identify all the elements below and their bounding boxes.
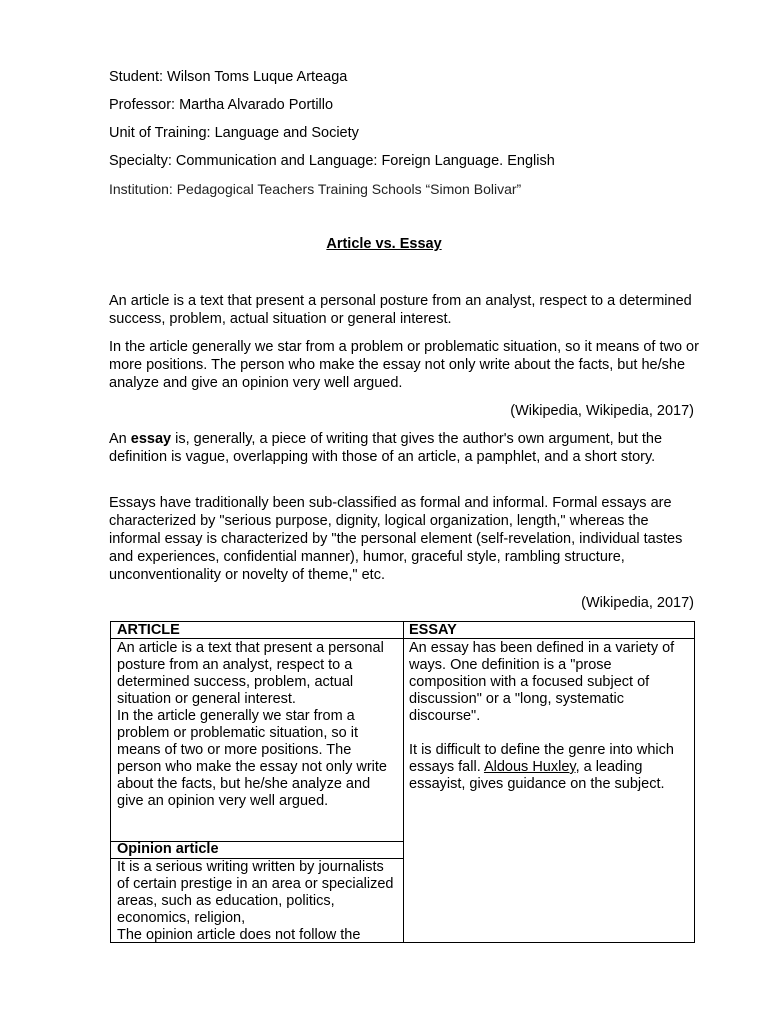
essay-cell-text-2 — [409, 742, 689, 793]
essay-column-header: ESSAY — [409, 622, 457, 638]
institution-line: Institution: Pedagogical Teachers Training Schools “Simon Bolivar” — [109, 181, 522, 197]
paragraph-article-detail: In the article generally we star from a problem or problematic situation, so it means of two or more positions. The person who make the essay not only write about the facts, but he/she analyze and give an opinion very well argued. — [109, 339, 699, 391]
essay-cell-text-2-pre: It is difficult to define the genre into which essays fall. — [409, 742, 674, 775]
specialty-line: Specialty: Communication and Language: Foreign Language. English — [109, 153, 555, 169]
essay-cell-text-2-post: , a leading essayist, gives guidance on the subject. — [409, 759, 665, 792]
opinion-article-header: Opinion article — [117, 841, 219, 857]
essay-intro-text: An — [109, 431, 131, 447]
document-title: Article vs. Essay — [326, 236, 442, 252]
paragraph-essay-types: Essays have traditionally been sub-classified as formal and informal. Formal essays are characterized by "serious purpose, dignity, logical organization, length," whereas the informal essay is characterized by "the personal element (self-revelation, individual tastes and experiences, confidential manner), humor, graceful style, rambling structure, unconventionality or novelty of theme," etc. — [109, 495, 683, 583]
opinion-cell-text-1: It is a serious writing written by journalists of certain prestige in an area or specialized areas, such as education, politics, economics, religion, — [117, 859, 394, 926]
aldous-huxley-link[interactable]: Aldous Huxley — [483, 759, 576, 775]
opinion-cell-text-2: The opinion article does not follow the — [117, 927, 361, 943]
unit-line: Unit of Training: Language and Society — [109, 125, 359, 141]
paragraph-article-definition: An article is a text that present a personal posture from an analyst, respect to a determined success, problem, actual situation or general interest. — [109, 293, 692, 327]
article-cell-text-1: An article is a text that present a personal posture from an analyst, respect to a determined success, problem, actual situation or general interest. — [117, 640, 384, 707]
citation-2: (Wikipedia, 2017) — [581, 595, 694, 611]
comparison-table — [110, 621, 695, 943]
essay-cell-spacer — [409, 725, 689, 742]
essay-definition-text: is, generally, a piece of writing that gives the author's own argument, but the definition is vague, overlapping with those of an article, a pamphlet, and a short story. — [109, 431, 663, 465]
article-cell-text-2: In the article generally we star from a problem or problematic situation, so it means of two or more positions. The person who make the essay not only write about the facts, but he/she analyze and give an opinion very well argued. — [117, 708, 387, 809]
essay-cell — [403, 640, 695, 793]
article-cell — [111, 640, 403, 810]
student-line: Student: Wilson Toms Luque Arteaga — [109, 69, 348, 85]
opinion-article-cell — [111, 859, 403, 944]
paragraph-essay-definition — [109, 430, 699, 466]
citation-1: (Wikipedia, Wikipedia, 2017) — [510, 403, 694, 419]
article-column-header: ARTICLE — [117, 622, 180, 638]
professor-line: Professor: Martha Alvarado Portillo — [109, 97, 334, 113]
essay-cell-text-1: An essay has been defined in a variety of ways. One definition is a "prose composition with a focused subject of discussion" or a "long, systematic discourse". — [409, 640, 675, 724]
essay-bold-term: essay — [130, 431, 172, 447]
